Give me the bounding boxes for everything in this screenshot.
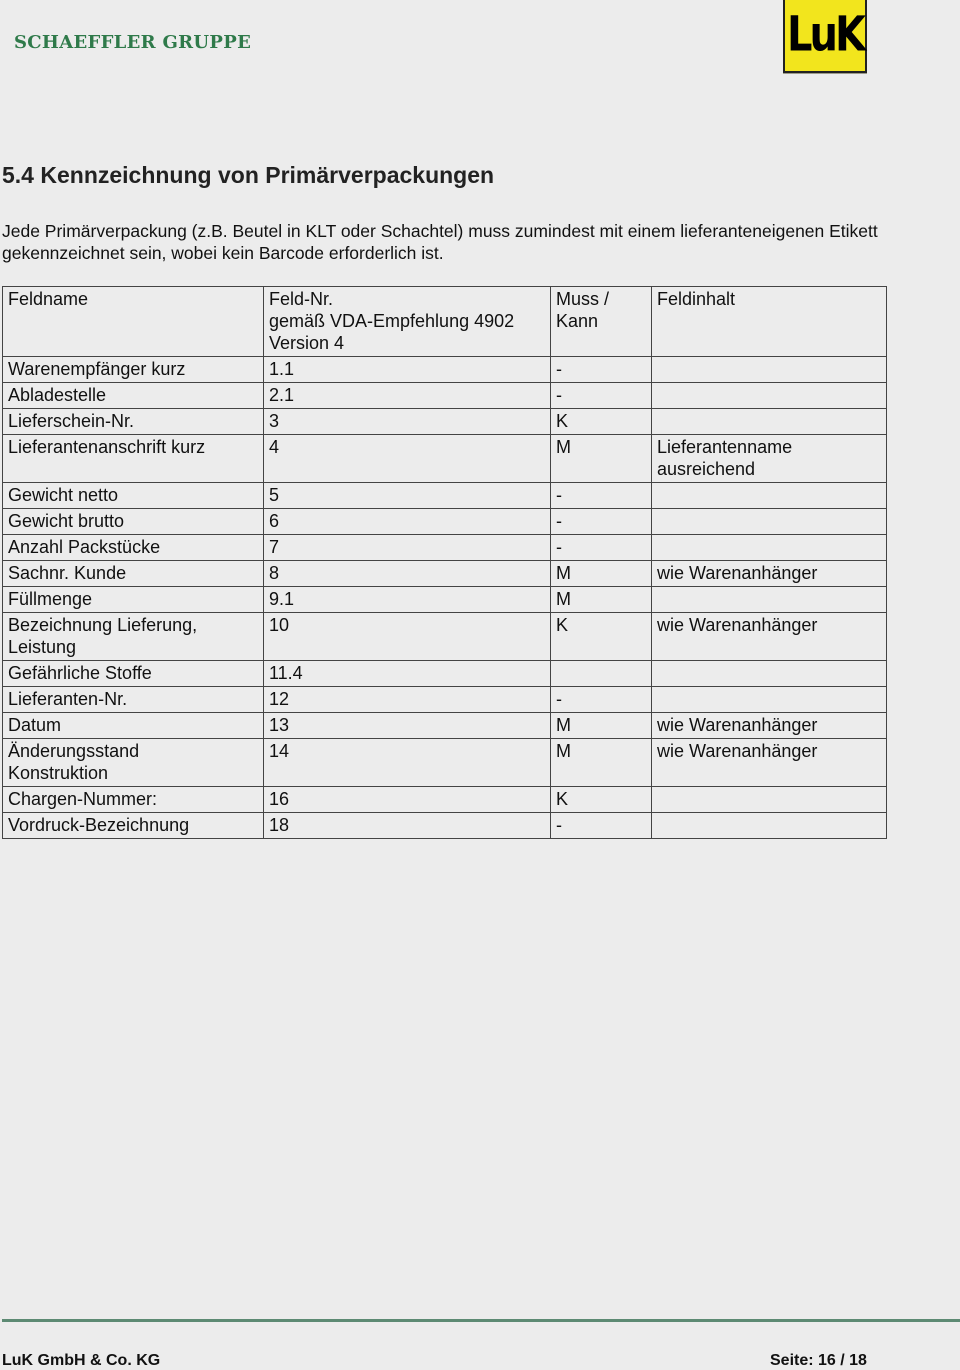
- field-content-cell: [652, 409, 887, 435]
- table-row: [3, 483, 887, 509]
- field-content-cell: [652, 813, 887, 839]
- footer-divider: [2, 1319, 960, 1322]
- mandatory-cell: M: [551, 739, 652, 787]
- table-row: [3, 713, 887, 739]
- field-name-cell: Füllmenge: [3, 587, 264, 613]
- field-content-cell: Feldinhalt: [652, 287, 887, 357]
- field-name-cell: Gewicht brutto: [3, 509, 264, 535]
- luk-logo: LuK: [783, 0, 867, 73]
- field-table: [2, 286, 887, 839]
- field-number-cell: 6: [264, 509, 551, 535]
- table-row: [3, 739, 887, 787]
- table-row: [3, 561, 887, 587]
- table-row: [3, 813, 887, 839]
- field-content-cell: [652, 535, 887, 561]
- page-number: Seite: 16 / 18: [770, 1352, 867, 1369]
- table-row: [3, 357, 887, 383]
- field-name-cell: Gefährliche Stoffe: [3, 661, 264, 687]
- section-title: 5.4 Kennzeichnung von Primärverpackungen: [2, 162, 495, 188]
- field-name-cell: Lieferschein-Nr.: [3, 409, 264, 435]
- intro-paragraph: Jede Primärverpackung (z.B. Beutel in KLT oder Schachtel) muss zumindest mit einem lieferanteneigenen Etikett gekennzeichnet sein, wobei kein Barcode erforderlich ist.: [2, 221, 878, 263]
- field-content-cell: [652, 587, 887, 613]
- mandatory-cell: K: [551, 787, 652, 813]
- schaeffler-logo: SCHAEFFLER GRUPPE: [14, 32, 252, 53]
- field-number-cell: 8: [264, 561, 551, 587]
- mandatory-cell: -: [551, 357, 652, 383]
- field-number-cell: Feld-Nr. gemäß VDA-Empfehlung 4902 Version 4: [264, 287, 551, 357]
- mandatory-cell: M: [551, 587, 652, 613]
- table-row: [3, 787, 887, 813]
- field-number-cell: 14: [264, 739, 551, 787]
- field-number-cell: 18: [264, 813, 551, 839]
- field-name-cell: Abladestelle: [3, 383, 264, 409]
- table-row: [3, 409, 887, 435]
- field-content-cell: [652, 357, 887, 383]
- field-content-cell: wie Warenanhänger: [652, 561, 887, 587]
- mandatory-cell: Muss / Kann: [551, 287, 652, 357]
- table-row: [3, 613, 887, 661]
- field-name-cell: Warenempfänger kurz: [3, 357, 264, 383]
- field-number-cell: 13: [264, 713, 551, 739]
- field-name-cell: Lieferantenanschrift kurz: [3, 435, 264, 483]
- field-content-cell: [652, 509, 887, 535]
- field-content-cell: [652, 483, 887, 509]
- footer-company: LuK GmbH & Co. KG: [2, 1352, 161, 1369]
- mandatory-cell: -: [551, 687, 652, 713]
- field-content-cell: [652, 383, 887, 409]
- field-content-cell: wie Warenanhänger: [652, 713, 887, 739]
- mandatory-cell: M: [551, 561, 652, 587]
- field-content-cell: [652, 787, 887, 813]
- field-number-cell: 4: [264, 435, 551, 483]
- field-number-cell: 2.1: [264, 383, 551, 409]
- mandatory-cell: M: [551, 713, 652, 739]
- field-number-cell: 7: [264, 535, 551, 561]
- field-name-cell: Anzahl Packstücke: [3, 535, 264, 561]
- field-number-cell: 5: [264, 483, 551, 509]
- field-content-cell: wie Warenanhänger: [652, 739, 887, 787]
- field-name-cell: Änderungsstand Konstruktion: [3, 739, 264, 787]
- field-name-cell: Feldname: [3, 287, 264, 357]
- field-name-cell: Datum: [3, 713, 264, 739]
- mandatory-cell: K: [551, 409, 652, 435]
- mandatory-cell: -: [551, 813, 652, 839]
- field-name-cell: Bezeichnung Lieferung, Leistung: [3, 613, 264, 661]
- table-header-row: [3, 287, 887, 357]
- mandatory-cell: M: [551, 435, 652, 483]
- field-name-cell: Sachnr. Kunde: [3, 561, 264, 587]
- table-row: [3, 435, 887, 483]
- table-row: [3, 535, 887, 561]
- field-content-cell: [652, 687, 887, 713]
- field-content-cell: wie Warenanhänger: [652, 613, 887, 661]
- field-name-cell: Vordruck-Bezeichnung: [3, 813, 264, 839]
- table-row: [3, 587, 887, 613]
- mandatory-cell: [551, 661, 652, 687]
- field-content-cell: Lieferantenname ausreichend: [652, 435, 887, 483]
- table-row: [3, 687, 887, 713]
- mandatory-cell: -: [551, 535, 652, 561]
- mandatory-cell: -: [551, 383, 652, 409]
- field-name-cell: Gewicht netto: [3, 483, 264, 509]
- field-number-cell: 11.4: [264, 661, 551, 687]
- field-number-cell: 9.1: [264, 587, 551, 613]
- mandatory-cell: -: [551, 509, 652, 535]
- field-number-cell: 16: [264, 787, 551, 813]
- field-number-cell: 1.1: [264, 357, 551, 383]
- field-name-cell: Chargen-Nummer:: [3, 787, 264, 813]
- field-number-cell: 10: [264, 613, 551, 661]
- table-row: [3, 383, 887, 409]
- mandatory-cell: K: [551, 613, 652, 661]
- field-number-cell: 3: [264, 409, 551, 435]
- mandatory-cell: -: [551, 483, 652, 509]
- field-content-cell: [652, 661, 887, 687]
- table-row: [3, 661, 887, 687]
- table-row: [3, 509, 887, 535]
- field-number-cell: 12: [264, 687, 551, 713]
- field-name-cell: Lieferanten-Nr.: [3, 687, 264, 713]
